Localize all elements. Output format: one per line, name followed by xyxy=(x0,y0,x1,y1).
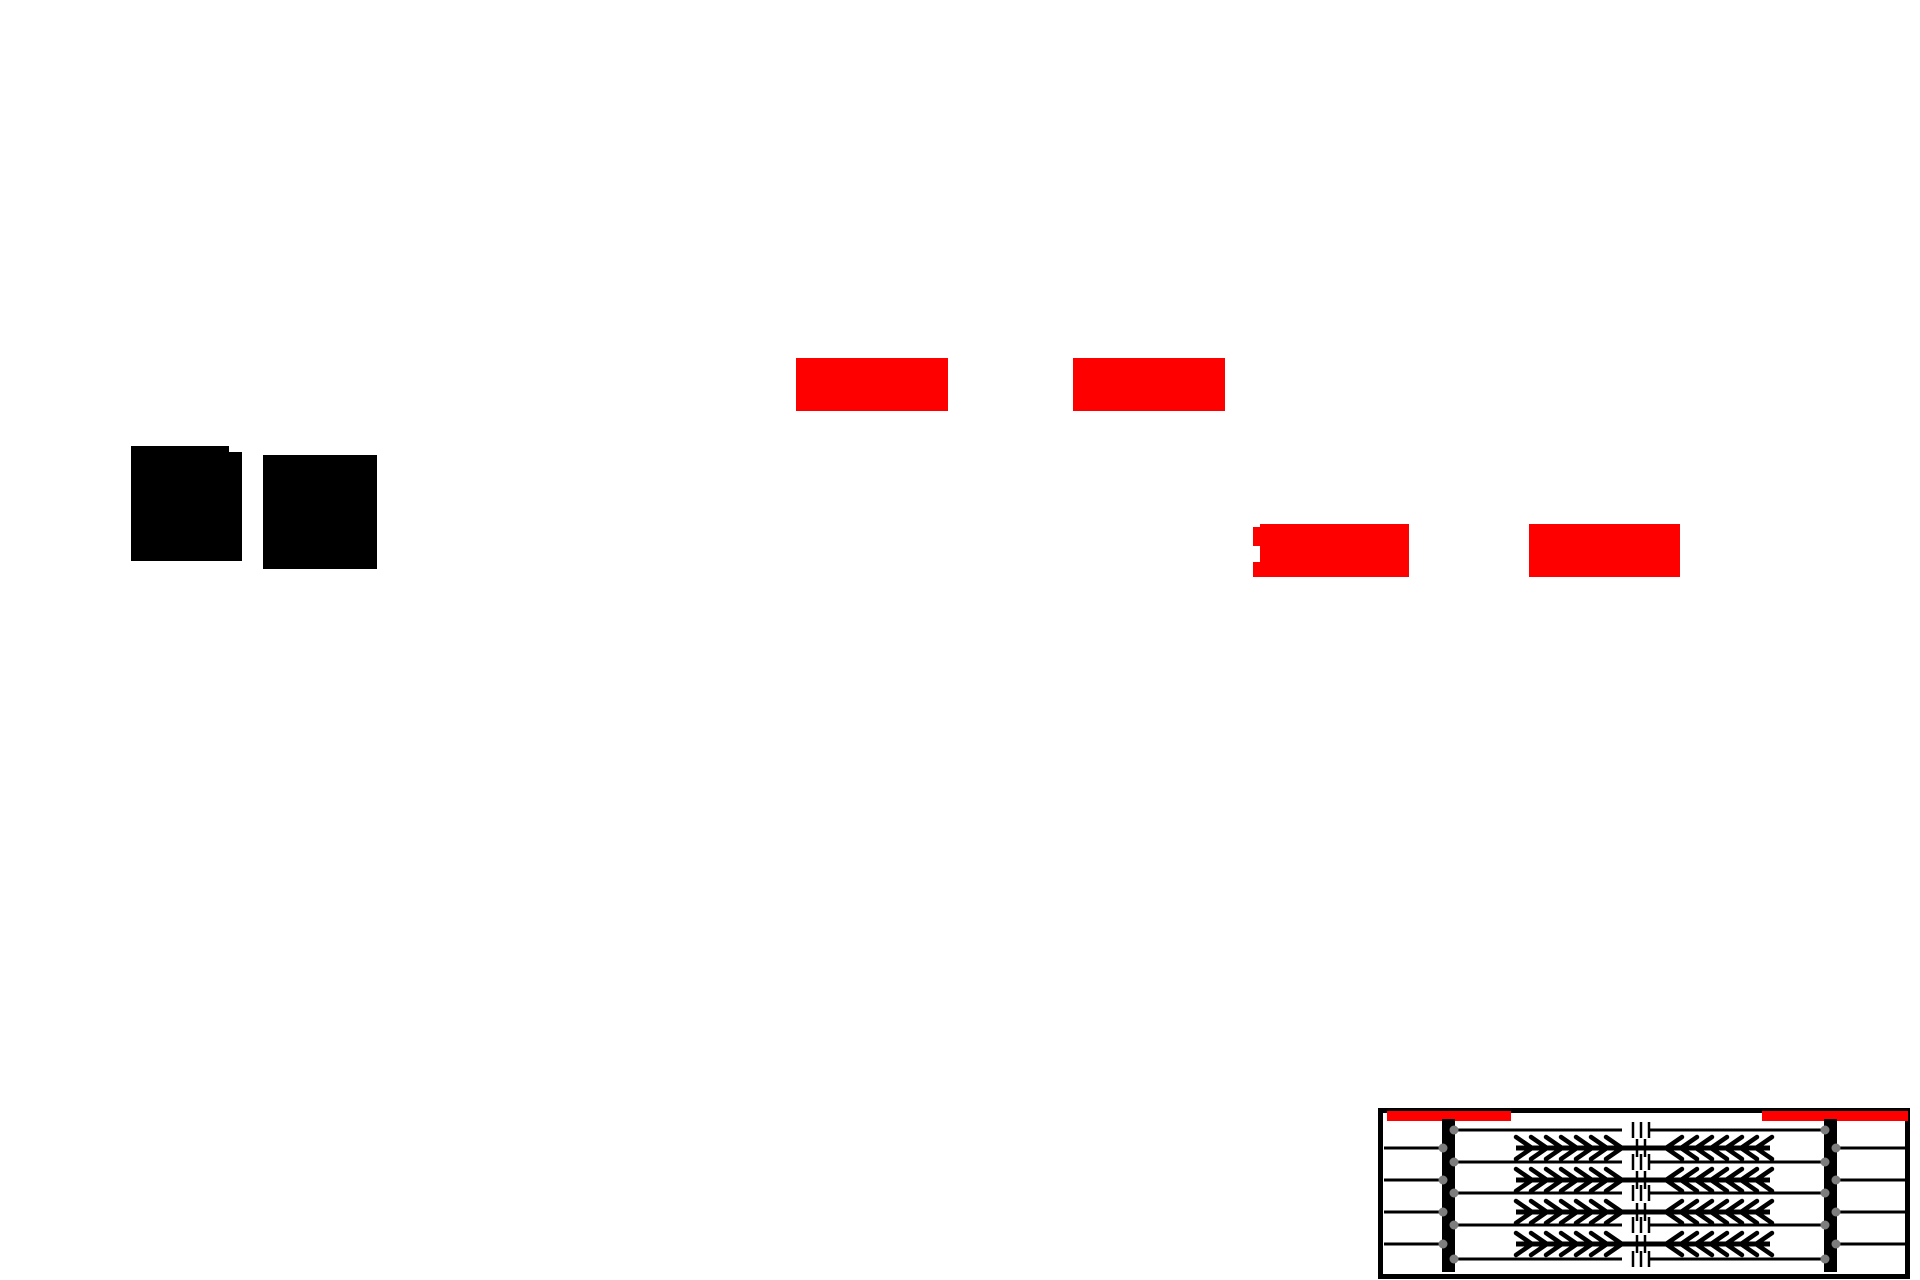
black-image-placeholder-1 xyxy=(131,452,242,561)
z-line-dot xyxy=(1821,1158,1830,1167)
redaction-box-3-cutout xyxy=(1253,546,1260,562)
z-line-dot xyxy=(1439,1144,1448,1153)
redaction-box-3 xyxy=(1253,527,1409,577)
z-line-dot xyxy=(1450,1255,1459,1264)
z-line-dot xyxy=(1832,1208,1841,1217)
z-line-dot xyxy=(1832,1144,1841,1153)
z-line-dot xyxy=(1439,1176,1448,1185)
z-line-dot xyxy=(1832,1176,1841,1185)
sarcomere-diagram xyxy=(1378,1108,1910,1279)
z-line-dot xyxy=(1450,1158,1459,1167)
z-line-dot xyxy=(1450,1221,1459,1230)
z-line-dot xyxy=(1439,1240,1448,1249)
redaction-box-2 xyxy=(1073,358,1225,411)
z-line-dot xyxy=(1450,1189,1459,1198)
z-line-dot xyxy=(1439,1208,1448,1217)
z-line-dot xyxy=(1821,1221,1830,1230)
z-line-dot xyxy=(1832,1240,1841,1249)
black-image-placeholder-2 xyxy=(263,455,377,569)
z-line-dot xyxy=(1821,1189,1830,1198)
redaction-box-4 xyxy=(1529,524,1680,577)
redaction-box-1 xyxy=(796,358,948,411)
z-line-dot xyxy=(1821,1255,1830,1264)
z-line-dot xyxy=(1450,1126,1459,1135)
z-line-dot xyxy=(1821,1126,1830,1135)
